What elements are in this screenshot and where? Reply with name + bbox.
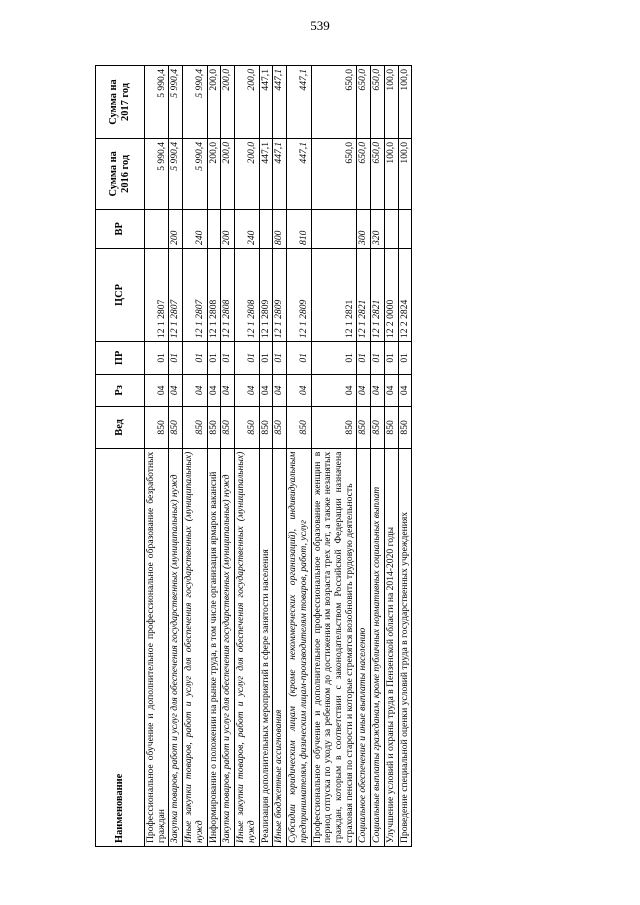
cell-rz: 04 [384, 374, 398, 407]
cell-rz: 04 [371, 374, 385, 407]
cell-pr: 01 [235, 342, 259, 375]
cell-csr: 12 1 2808 [235, 248, 259, 341]
cell-sum-2017: 650,0 [357, 66, 371, 139]
cell-csr: 12 1 2821 [371, 248, 385, 341]
cell-sum-2016: 100,0 [398, 139, 412, 210]
cell-name: Иные закупки товаров, работ и услуг для обеспечения государственных (муниципальных) нужд [183, 448, 207, 846]
header-rz: Рз [96, 374, 145, 407]
cell-csr: 12 1 2821 [357, 248, 371, 341]
table-row [357, 66, 371, 847]
rotated-page [95, 65, 555, 847]
table-row [371, 66, 385, 847]
cell-pr: 01 [371, 342, 385, 375]
cell-vr: 200 [221, 209, 235, 248]
header-ved: Вед [96, 407, 145, 449]
cell-ved: 850 [357, 407, 371, 449]
cell-vr [311, 209, 357, 248]
cell-name: Профессиональное обучение и дополнительное профессиональное образование женщин в период отпуска по уходу за ребенком до достижения им возраста трех лет, а также незанятых граждан, которым в соответствии с законодательством Российской Федерации назначена страховая пенсия по старости и которые стремятся возобновить трудовую деятельность [311, 448, 357, 846]
cell-pr: 01 [384, 342, 398, 375]
header-name: Наименование [96, 448, 145, 846]
cell-pr: 01 [145, 342, 169, 375]
table-row [183, 66, 207, 847]
cell-pr: 01 [311, 342, 357, 375]
cell-sum-2017: 5 990,4 [183, 66, 207, 139]
table-row [287, 66, 311, 847]
cell-pr: 01 [183, 342, 207, 375]
cell-sum-2016: 100,0 [384, 139, 398, 210]
cell-name: Социальные выплаты гражданам, кроме публичных нормативных социальных выплат [371, 448, 385, 846]
cell-sum-2017: 650,0 [311, 66, 357, 139]
cell-csr: 12 1 2809 [259, 248, 273, 341]
cell-vr [259, 209, 273, 248]
cell-rz: 04 [287, 374, 311, 407]
cell-vr: 800 [273, 209, 287, 248]
cell-rz: 04 [398, 374, 412, 407]
header-sum-2017: Сумма на 2017 год [96, 66, 145, 139]
cell-sum-2016: 447,1 [273, 139, 287, 210]
cell-ved: 850 [259, 407, 273, 449]
cell-sum-2016: 650,0 [371, 139, 385, 210]
cell-rz: 04 [207, 374, 221, 407]
cell-sum-2016: 447,1 [259, 139, 273, 210]
cell-rz: 04 [311, 374, 357, 407]
cell-sum-2016: 200,0 [207, 139, 221, 210]
table-row [398, 66, 412, 847]
cell-csr: 12 2 2824 [398, 248, 412, 341]
header-sum-2016: Сумма на 2016 год [96, 139, 145, 210]
cell-pr: 01 [357, 342, 371, 375]
cell-sum-2017: 5 990,4 [169, 66, 183, 139]
cell-pr: 01 [221, 342, 235, 375]
table-row [259, 66, 273, 847]
cell-ved: 850 [311, 407, 357, 449]
cell-pr: 01 [259, 342, 273, 375]
cell-sum-2017: 650,0 [371, 66, 385, 139]
cell-sum-2017: 100,0 [398, 66, 412, 139]
cell-name: Реализация дополнительных мероприятий в сфере занятости населения [259, 448, 273, 846]
header-csr: ЦСР [96, 248, 145, 341]
cell-name: Иные бюджетные ассигнования [273, 448, 287, 846]
header-vr: ВР [96, 209, 145, 248]
cell-rz: 04 [259, 374, 273, 407]
page-number: 539 [310, 18, 330, 33]
cell-ved: 850 [169, 407, 183, 449]
cell-sum-2017: 447,1 [287, 66, 311, 139]
cell-sum-2016: 650,0 [357, 139, 371, 210]
cell-rz: 04 [221, 374, 235, 407]
cell-sum-2016: 5 990,4 [183, 139, 207, 210]
table-row [273, 66, 287, 847]
cell-rz: 04 [145, 374, 169, 407]
cell-vr: 810 [287, 209, 311, 248]
cell-sum-2016: 447,1 [287, 139, 311, 210]
cell-ved: 850 [207, 407, 221, 449]
cell-csr: 12 1 2808 [207, 248, 221, 341]
cell-ved: 850 [183, 407, 207, 449]
cell-csr: 12 2 0000 [384, 248, 398, 341]
cell-pr: 01 [273, 342, 287, 375]
cell-vr: 320 [371, 209, 385, 248]
cell-rz: 04 [357, 374, 371, 407]
cell-vr [384, 209, 398, 248]
cell-sum-2017: 447,1 [259, 66, 273, 139]
cell-ved: 850 [371, 407, 385, 449]
cell-csr: 12 1 2807 [183, 248, 207, 341]
cell-vr: 240 [235, 209, 259, 248]
header-pr: ПР [96, 342, 145, 375]
cell-ved: 850 [145, 407, 169, 449]
cell-vr [398, 209, 412, 248]
cell-ved: 850 [273, 407, 287, 449]
table-row [145, 66, 169, 847]
cell-csr: 12 1 2809 [287, 248, 311, 341]
cell-sum-2016: 5 990,4 [169, 139, 183, 210]
table-row [207, 66, 221, 847]
cell-rz: 04 [273, 374, 287, 407]
cell-sum-2017: 200,0 [235, 66, 259, 139]
cell-vr: 300 [357, 209, 371, 248]
cell-ved: 850 [235, 407, 259, 449]
cell-pr: 01 [398, 342, 412, 375]
cell-name: Информирование о положении на рынке труда, в том числе организация ярмарок вакансий [207, 448, 221, 846]
cell-sum-2016: 200,0 [235, 139, 259, 210]
cell-name: Закупка товаров, работ и услуг для обеспечения государственных (муниципальных) нужд [169, 448, 183, 846]
cell-sum-2017: 200,0 [207, 66, 221, 139]
cell-name: Иные закупки товаров, работ и услуг для обеспечения государственных (муниципальных) нужд [235, 448, 259, 846]
cell-sum-2016: 650,0 [311, 139, 357, 210]
cell-sum-2016: 200,0 [221, 139, 235, 210]
table-row [311, 66, 357, 847]
cell-sum-2017: 5 990,4 [145, 66, 169, 139]
cell-name: Проведение специальной оценки условий труда в государственных учреждениях [398, 448, 412, 846]
table-row [384, 66, 398, 847]
table-row [235, 66, 259, 847]
cell-csr: 12 1 2807 [145, 248, 169, 341]
cell-rz: 04 [169, 374, 183, 407]
table-header-row [96, 66, 145, 847]
cell-name: Социальное обеспечение и иные выплаты населению [357, 448, 371, 846]
cell-sum-2017: 447,1 [273, 66, 287, 139]
budget-table [95, 65, 412, 847]
cell-csr: 12 1 2821 [311, 248, 357, 341]
cell-pr: 01 [207, 342, 221, 375]
cell-vr [145, 209, 169, 248]
cell-csr: 12 1 2807 [169, 248, 183, 341]
table-body [145, 66, 412, 847]
cell-ved: 850 [221, 407, 235, 449]
cell-ved: 850 [398, 407, 412, 449]
cell-ved: 850 [287, 407, 311, 449]
cell-vr: 240 [183, 209, 207, 248]
cell-vr: 200 [169, 209, 183, 248]
cell-rz: 04 [183, 374, 207, 407]
cell-pr: 01 [169, 342, 183, 375]
cell-name: Улучшение условий и охраны труда в Пензенской области на 2014-2020 годы [384, 448, 398, 846]
cell-sum-2017: 100,0 [384, 66, 398, 139]
cell-name: Закупка товаров, работ и услуг для обеспечения государственных (муниципальных) нужд [221, 448, 235, 846]
cell-sum-2017: 200,0 [221, 66, 235, 139]
cell-rz: 04 [235, 374, 259, 407]
cell-name: Профессиональное обучение и дополнительное профессиональное образование безработных граждан [145, 448, 169, 846]
table-row [169, 66, 183, 847]
cell-name: Субсидии юридическим лицам (кроме некоммерческих организаций), индивидуальным предпринимателям, физическим лицам-производителям товаров, работ, услуг [287, 448, 311, 846]
cell-csr: 12 1 2809 [273, 248, 287, 341]
cell-csr: 12 1 2808 [221, 248, 235, 341]
cell-sum-2016: 5 990,4 [145, 139, 169, 210]
cell-vr [207, 209, 221, 248]
table-row [221, 66, 235, 847]
cell-ved: 850 [384, 407, 398, 449]
cell-pr: 01 [287, 342, 311, 375]
